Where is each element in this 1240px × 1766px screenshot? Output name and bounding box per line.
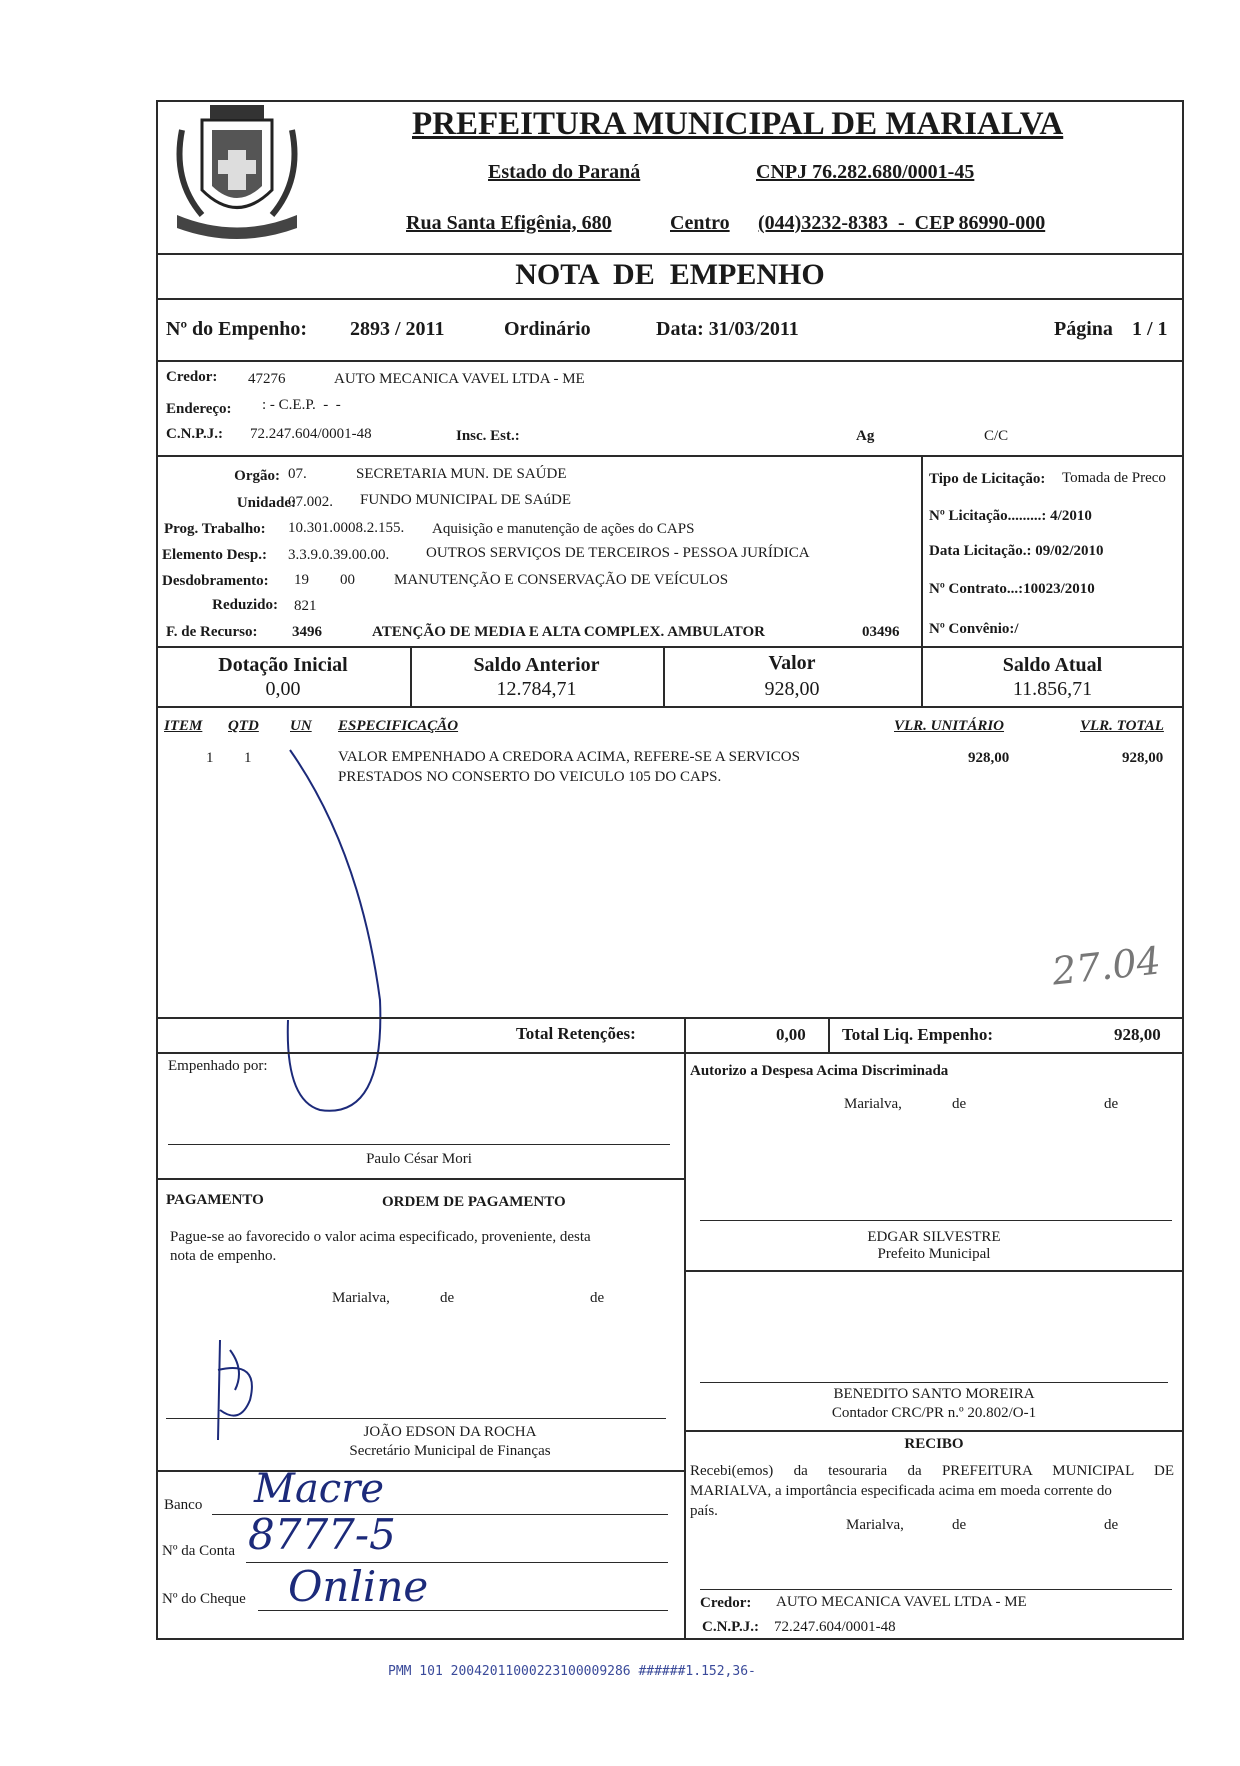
reduzido-label: Reduzido: bbox=[212, 597, 278, 613]
recibo-title: RECIBO bbox=[904, 1436, 964, 1452]
recurso-name: ATENÇÃO DE MEDIA E ALTA COMPLEX. AMBULATOR bbox=[372, 624, 765, 640]
address-label: Endereço: bbox=[166, 401, 232, 417]
unidade-name: FUNDO MUNICIPAL DE SAúDE bbox=[360, 492, 571, 508]
header-phone-cep: (044)3232-8383 - CEP 86990-000 bbox=[758, 212, 1046, 234]
recurso-label: F. de Recurso: bbox=[166, 624, 258, 640]
conta-handwritten: 8777-5 bbox=[248, 1510, 396, 1559]
saldo-atual-value: 11.856,71 bbox=[1012, 678, 1093, 700]
mayor-role: Prefeito Municipal bbox=[877, 1246, 991, 1262]
divider bbox=[156, 706, 1184, 708]
col-header-qtd: QTD bbox=[228, 718, 259, 734]
licitacao-date: Data Licitação.: 09/02/2010 bbox=[929, 543, 1104, 559]
recibo-de2: de bbox=[1104, 1517, 1119, 1533]
divider bbox=[684, 1430, 1184, 1432]
tipo-licitacao-label: Tipo de Licitação: bbox=[929, 471, 1046, 487]
divider bbox=[156, 646, 1184, 648]
mayor-name: EDGAR SILVESTRE bbox=[867, 1229, 1001, 1245]
item-number: 1 bbox=[206, 750, 214, 766]
conta-label: Nº da Conta bbox=[162, 1543, 235, 1559]
pagamento-text-line2: nota de empenho. bbox=[170, 1248, 277, 1264]
unidade-label: Unidade: bbox=[236, 495, 296, 511]
divider bbox=[156, 1470, 684, 1472]
saldo-anterior-value: 12.784,71 bbox=[496, 678, 577, 700]
header-address-street: Rua Santa Efigênia, 680 bbox=[406, 212, 612, 234]
pagamento-de1: de bbox=[440, 1290, 455, 1306]
col-header-item: ITEM bbox=[164, 718, 203, 734]
empenho-number: 2893 / 2011 bbox=[350, 318, 445, 340]
contrato-number: Nº Contrato...:10023/2010 bbox=[929, 581, 1095, 597]
ag-label: Ag bbox=[856, 428, 875, 444]
autorizo-de1: de bbox=[952, 1096, 967, 1112]
recibo-city: Marialva, bbox=[846, 1517, 904, 1533]
liquid-total-label: Total Liq. Empenho: bbox=[842, 1025, 993, 1044]
signature-line bbox=[168, 1144, 670, 1145]
empenho-date: Data: 31/03/2011 bbox=[656, 318, 799, 340]
header-address-district: Centro bbox=[670, 212, 730, 234]
banco-label: Banco bbox=[164, 1497, 203, 1513]
col-header-unit: VLR. UNITÁRIO bbox=[894, 718, 1005, 734]
signature-line bbox=[166, 1418, 666, 1419]
divider bbox=[684, 1270, 1184, 1272]
credor-cnpj: 72.247.604/0001-48 bbox=[250, 426, 372, 442]
divider bbox=[156, 1017, 1184, 1019]
liquid-total-value: 928,00 bbox=[1114, 1025, 1161, 1044]
tipo-licitacao-value: Tomada de Preco bbox=[1062, 470, 1166, 486]
signature-line bbox=[700, 1220, 1172, 1221]
header-cnpj: CNPJ 76.282.680/0001-45 bbox=[756, 161, 975, 183]
recibo-de1: de bbox=[952, 1517, 967, 1533]
licitacao-number: Nº Licitação.........: 4/2010 bbox=[929, 508, 1092, 524]
prog-label: Prog. Trabalho: bbox=[164, 521, 266, 537]
item-unit-value: 928,00 bbox=[968, 750, 1010, 766]
empenhado-name: Paulo César Mori bbox=[366, 1151, 472, 1167]
pagamento-de2: de bbox=[590, 1290, 605, 1306]
prog-name: Aquisição e manutenção de ações do CAPS bbox=[432, 521, 695, 537]
footer-code: PMM 101 20042011000223100009286 ######1.152,36- bbox=[388, 1664, 756, 1679]
pagamento-text-line1: Pague-se ao favorecido o valor acima especificado, proveniente, desta bbox=[170, 1229, 591, 1245]
crest-icon bbox=[162, 100, 312, 250]
pagamento-label: PAGAMENTO bbox=[166, 1192, 264, 1208]
recibo-cnpj: 72.247.604/0001-48 bbox=[774, 1619, 896, 1635]
divider bbox=[921, 455, 923, 647]
recurso-code2: 03496 bbox=[862, 624, 900, 640]
elemento-code: 3.3.9.0.39.00.00. bbox=[288, 547, 390, 563]
unidade-code: 07.002. bbox=[288, 494, 333, 510]
item-description-line2: PRESTADOS NO CONSERTO DO VEICULO 105 DO CAPS. bbox=[338, 769, 722, 785]
cc-label: C/C bbox=[984, 428, 1009, 444]
recibo-cnpj-label: C.N.P.J.: bbox=[702, 1619, 759, 1635]
autorizo-de2: de bbox=[1104, 1096, 1119, 1112]
divider bbox=[684, 1052, 686, 1640]
credor-label: Credor: bbox=[166, 369, 218, 385]
desdobramento-code2: 00 bbox=[340, 572, 355, 588]
credor-name: AUTO MECANICA VAVEL LTDA - ME bbox=[334, 371, 585, 387]
divider bbox=[156, 455, 1184, 457]
signature-line bbox=[700, 1589, 1172, 1590]
orgao-label: Orgão: bbox=[234, 468, 280, 484]
empenho-number-label: Nº do Empenho: bbox=[166, 318, 308, 340]
elemento-name: OUTROS SERVIÇOS DE TERCEIROS - PESSOA JURÍDICA bbox=[426, 545, 810, 561]
divider bbox=[156, 298, 1184, 300]
dotacao-value: 0,00 bbox=[265, 678, 301, 700]
divider bbox=[156, 1052, 1184, 1054]
credor-code: 47276 bbox=[248, 371, 286, 387]
saldo-atual-label: Saldo Atual bbox=[1002, 654, 1103, 676]
divider bbox=[156, 360, 1184, 362]
dotacao-label: Dotação Inicial bbox=[218, 654, 348, 676]
desdobramento-code1: 19 bbox=[294, 572, 309, 588]
col-header-total: VLR. TOTAL bbox=[1080, 718, 1164, 734]
page-number: 1 / 1 bbox=[1132, 318, 1168, 340]
ie-label: Insc. Est.: bbox=[456, 428, 520, 444]
divider bbox=[156, 253, 1184, 255]
reduzido-value: 821 bbox=[294, 598, 317, 614]
secretary-name: JOÃO EDSON DA ROCHA bbox=[363, 1424, 537, 1440]
accountant-role: Contador CRC/PR n.º 20.802/O-1 bbox=[831, 1405, 1037, 1421]
handwritten-mark bbox=[270, 740, 420, 1140]
pagamento-city: Marialva, bbox=[332, 1290, 390, 1306]
header-state: Estado do Paraná bbox=[488, 161, 641, 183]
recibo-credor-label: Credor: bbox=[700, 1595, 752, 1611]
ordem-pagamento-label: ORDEM DE PAGAMENTO bbox=[382, 1194, 566, 1210]
item-total-value: 928,00 bbox=[1122, 750, 1164, 766]
signature-line bbox=[700, 1382, 1168, 1383]
valor-label: Valor bbox=[768, 652, 816, 674]
divider bbox=[684, 1017, 686, 1053]
cheque-label: Nº do Cheque bbox=[162, 1591, 246, 1607]
retencoes-label: Total Retenções: bbox=[516, 1024, 636, 1043]
header-title: PREFEITURA MUNICIPAL DE MARIALVA bbox=[412, 106, 1064, 142]
recibo-text-line3: país. bbox=[690, 1503, 718, 1519]
address-value: : - C.E.P. - - bbox=[262, 397, 341, 413]
convenio-number: Nº Convênio:/ bbox=[929, 621, 1019, 637]
orgao-name: SECRETARIA MUN. DE SAÚDE bbox=[356, 466, 567, 482]
saldo-anterior-label: Saldo Anterior bbox=[473, 654, 600, 676]
cheque-handwritten: Online bbox=[288, 1562, 429, 1611]
recurso-code: 3496 bbox=[292, 624, 322, 640]
recibo-credor-name: AUTO MECANICA VAVEL LTDA - ME bbox=[776, 1594, 1027, 1610]
autorizo-city: Marialva, bbox=[844, 1096, 902, 1112]
divider bbox=[828, 1017, 830, 1053]
desdobramento-label: Desdobramento: bbox=[162, 573, 269, 589]
valor-value: 928,00 bbox=[764, 678, 820, 700]
col-header-spec: ESPECIFICAÇÃO bbox=[338, 718, 459, 734]
document-title: NOTA DE EMPENHO bbox=[515, 258, 825, 291]
item-description-line1: VALOR EMPENHADO A CREDORA ACIMA, REFERE-SE A SERVICOS bbox=[338, 749, 800, 765]
col-header-un: UN bbox=[290, 718, 312, 734]
elemento-label: Elemento Desp.: bbox=[162, 547, 267, 563]
handwritten-note: 27.04 bbox=[1049, 938, 1163, 994]
prog-code: 10.301.0008.2.155. bbox=[288, 520, 405, 536]
desdobramento-name: MANUTENÇÃO E CONSERVAÇÃO DE VEÍCULOS bbox=[394, 572, 729, 588]
municipal-crest-logo bbox=[162, 100, 312, 250]
credor-cnpj-label: C.N.P.J.: bbox=[166, 426, 223, 442]
divider bbox=[156, 1178, 684, 1180]
recibo-text-line2: MARIALVA, a importância especificada acima em moeda corrente do bbox=[690, 1483, 1112, 1499]
item-qtd: 1 bbox=[244, 750, 252, 766]
page-label: Página bbox=[1054, 318, 1113, 340]
orgao-code: 07. bbox=[288, 466, 307, 482]
accountant-name: BENEDITO SANTO MOREIRA bbox=[833, 1386, 1035, 1402]
autorizo-title: Autorizo a Despesa Acima Discriminada bbox=[690, 1063, 949, 1079]
banco-handwritten: Macre bbox=[254, 1466, 384, 1512]
secretary-role: Secretário Municipal de Finanças bbox=[349, 1443, 551, 1459]
empenho-type: Ordinário bbox=[504, 318, 591, 340]
recibo-text-line1: Recebi(emos) da tesouraria da PREFEITURA MUNICIPAL DE bbox=[690, 1463, 1174, 1479]
retencoes-value: 0,00 bbox=[776, 1025, 806, 1044]
empenhado-label: Empenhado por: bbox=[168, 1058, 268, 1074]
